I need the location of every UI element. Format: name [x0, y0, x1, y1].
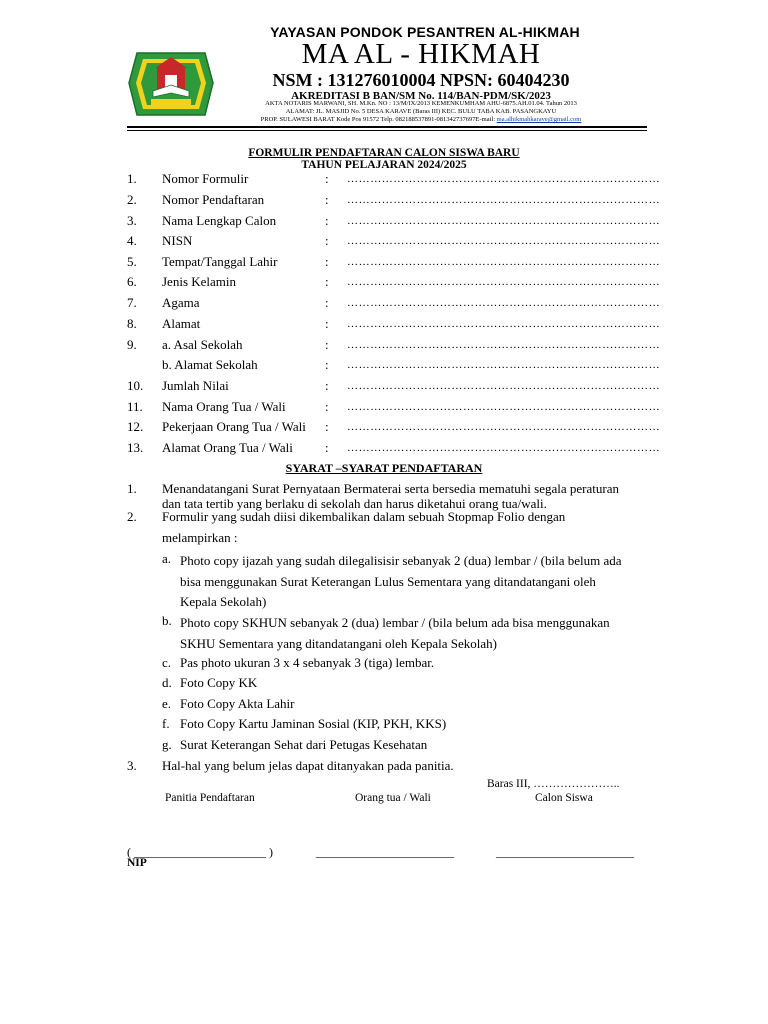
field-colon: : — [325, 378, 329, 393]
sub-item-f: Foto Copy Kartu Jaminan Sosial (KIP, PKH, KKS) — [180, 716, 447, 731]
requirement-3: Hal-hal yang belum jelas dapat ditanyakan pada panitia. — [162, 758, 454, 773]
requirement-1 — [162, 481, 619, 511]
field-colon: : — [325, 171, 329, 186]
field-number: 2. — [127, 192, 137, 207]
school-address: ALAMAT: JL. MASJID No. 5 DESA KARAVE (Baras III) KEC. BULU TABA KAB. PASANGKAYU — [285, 108, 557, 115]
place-date: Baras III, ………………….. — [487, 778, 620, 790]
form-field-row — [127, 399, 687, 419]
form-field-row — [127, 440, 687, 460]
foundation-name: YAYASAN PONDOK PESANTREN AL-HIKMAH — [270, 24, 580, 40]
sub-item-letter: d. — [162, 675, 172, 690]
committee-label: Panitia Pendaftaran — [165, 792, 255, 804]
form-field-row — [127, 316, 687, 336]
sub-item-letter: a. — [162, 551, 172, 566]
requirement-text-line: dan tata tertib yang berlaku di sekolah dan harus diketahui orang tua/wali. — [162, 496, 547, 511]
sub-item-letter: e. — [162, 696, 172, 711]
field-blank[interactable]: ……………………………………………………………………… — [347, 421, 661, 433]
sub-item-letter: b. — [162, 613, 172, 628]
form-field-row — [127, 337, 687, 357]
sub-item-b — [180, 613, 610, 654]
field-blank[interactable]: ……………………………………………………………………… — [347, 339, 661, 351]
sub-item-text-line: Kepala Sekolah) — [180, 594, 267, 609]
form-field-row — [127, 419, 687, 439]
form-field-row — [127, 171, 687, 191]
field-label: a. Asal Sekolah — [162, 337, 243, 352]
header-divider-thick — [127, 126, 647, 128]
form-field-row — [127, 254, 687, 274]
sub-item-g: Surat Keterangan Sehat dari Petugas Kesehatan — [180, 737, 428, 752]
field-colon: : — [325, 337, 329, 352]
form-field-row — [127, 192, 687, 212]
notary-deed: AKTA NOTARIS MARWANI, SH. M.Kn. NO : 13/M/IX/2013 KEMENKUMHAM AHU-6875.AH.01.04. Tahun 2013 — [265, 100, 577, 107]
field-blank[interactable]: ……………………………………………………………………… — [347, 276, 661, 288]
field-label: Alamat — [162, 316, 201, 331]
form-field-row — [127, 378, 687, 398]
nsm-npsn: NSM : 131276010004 NPSN: 60404230 — [272, 70, 570, 90]
form-field-row — [127, 213, 687, 233]
field-colon: : — [325, 233, 329, 248]
field-colon: : — [325, 399, 329, 414]
field-colon: : — [325, 274, 329, 289]
field-number: 11. — [127, 399, 143, 414]
field-number: 8. — [127, 316, 137, 331]
field-colon: : — [325, 440, 329, 455]
form-field-row — [127, 295, 687, 315]
form-field-row — [127, 233, 687, 253]
field-blank[interactable]: ……………………………………………………………………… — [347, 401, 661, 413]
field-label: Agama — [162, 295, 200, 310]
field-label: Jenis Kelamin — [162, 274, 237, 289]
field-label: Jumlah Nilai — [162, 378, 229, 393]
requirements-title: SYARAT –SYARAT PENDAFTARAN — [285, 461, 483, 475]
header-divider-thin — [127, 130, 647, 131]
email-link[interactable]: ma.alhikmahkarave@gmail.com — [496, 116, 582, 123]
sub-item-letter: c. — [162, 655, 172, 670]
sub-item-text-line: Photo copy SKHUN sebanyak 2 (dua) lembar / (bila belum ada bisa menggunakan — [180, 615, 610, 630]
field-colon: : — [325, 192, 329, 207]
field-colon: : — [325, 419, 329, 434]
field-blank[interactable]: ……………………………………………………………………… — [347, 235, 661, 247]
field-number: 1. — [127, 171, 137, 186]
field-label: Nomor Pendaftaran — [162, 192, 265, 207]
field-label: Tempat/Tanggal Lahir — [162, 254, 278, 269]
form-title: FORMULIR PENDAFTARAN CALON SISWA BARU — [248, 147, 520, 159]
field-colon: : — [325, 316, 329, 331]
field-colon: : — [325, 213, 329, 228]
sub-item-letter: g. — [162, 737, 172, 752]
parent-label: Orang tua / Wali — [355, 792, 431, 804]
school-name: MA AL - HIKMAH — [301, 38, 541, 70]
sub-item-c: Pas photo ukuran 3 x 4 sebanyak 3 (tiga) lembar. — [180, 655, 435, 670]
field-label: NISN — [162, 233, 193, 248]
requirement-text-line: Menandatangani Surat Pernyataan Bermaterai serta bersedia mematuhi segala peraturan — [162, 481, 619, 496]
field-number: 3. — [127, 213, 137, 228]
field-label: Nama Orang Tua / Wali — [162, 399, 286, 414]
field-number: 10. — [127, 378, 144, 393]
requirement-number: 1. — [127, 481, 137, 496]
field-number: 4. — [127, 233, 137, 248]
field-number: 13. — [127, 440, 144, 455]
contact-line — [0, 116, 768, 123]
sub-item-e: Foto Copy Akta Lahir — [180, 696, 295, 711]
student-signature-line[interactable]: _______________________ — [496, 845, 634, 859]
field-blank[interactable]: ……………………………………………………………………… — [347, 297, 661, 309]
field-blank[interactable]: ……………………………………………………………………… — [347, 380, 661, 392]
sub-item-text-line: bisa menggunakan Surat Keterangan Lulus Sementara yang ditandatangani oleh — [180, 574, 596, 589]
requirement-number: 2. — [127, 509, 137, 524]
field-number: 5. — [127, 254, 137, 269]
field-blank[interactable]: ……………………………………………………………………… — [347, 194, 661, 206]
field-number: 12. — [127, 419, 144, 434]
field-colon: : — [325, 295, 329, 310]
field-label: Nomor Formulir — [162, 171, 249, 186]
field-label: Pekerjaan Orang Tua / Wali — [162, 419, 306, 434]
field-number: 7. — [127, 295, 137, 310]
accreditation: AKREDITASI B BAN/SM No. 114/BAN-PDM/SK/2023 — [291, 90, 551, 102]
requirement-number: 3. — [127, 758, 137, 773]
field-blank[interactable]: ……………………………………………………………………… — [347, 173, 661, 185]
parent-signature-line[interactable]: _______________________ — [316, 845, 454, 859]
sub-item-text-line: Photo copy ijazah yang sudah dilegalisisir sebanyak 2 (dua) lembar / (bila belum ada — [180, 553, 622, 568]
field-blank[interactable]: ……………………………………………………………………… — [347, 215, 661, 227]
form-field-row — [127, 274, 687, 294]
sub-item-d: Foto Copy KK — [180, 675, 258, 690]
nip-label: NIP — [127, 857, 147, 869]
field-blank[interactable]: ……………………………………………………………………… — [347, 442, 661, 454]
committee-signature-line[interactable]: ( ______________________ ) — [127, 845, 273, 859]
sub-item-letter: f. — [162, 716, 170, 731]
requirement-2-line2: melampirkan : — [162, 530, 238, 545]
field-number: 6. — [127, 274, 137, 289]
field-blank[interactable]: ……………………………………………………………………… — [347, 318, 661, 330]
field-label: b. Alamat Sekolah — [162, 357, 258, 372]
contact-info: PROP. SULAWESI BARAT Kode Pos 91572 Telp. 082188537891-081342737697E-mail: — [260, 116, 496, 123]
field-label: Alamat Orang Tua / Wali — [162, 440, 293, 455]
sub-item-a — [180, 551, 622, 612]
field-colon: : — [325, 254, 329, 269]
field-number: 9. — [127, 337, 137, 352]
form-subtitle: TAHUN PELAJARAN 2024/2025 — [301, 159, 467, 171]
form-field-row — [127, 357, 687, 377]
field-label: Nama Lengkap Calon — [162, 213, 277, 228]
field-blank[interactable]: ……………………………………………………………………… — [347, 256, 661, 268]
sub-item-text-line: SKHU Sementara yang ditandatangani oleh Kepala Sekolah) — [180, 636, 497, 651]
student-label: Calon Siswa — [535, 792, 593, 804]
field-blank[interactable]: ……………………………………………………………………… — [347, 359, 661, 371]
field-colon: : — [325, 357, 329, 372]
requirement-2-line1: Formulir yang sudah diisi dikembalikan dalam sebuah Stopmap Folio dengan — [162, 509, 566, 524]
